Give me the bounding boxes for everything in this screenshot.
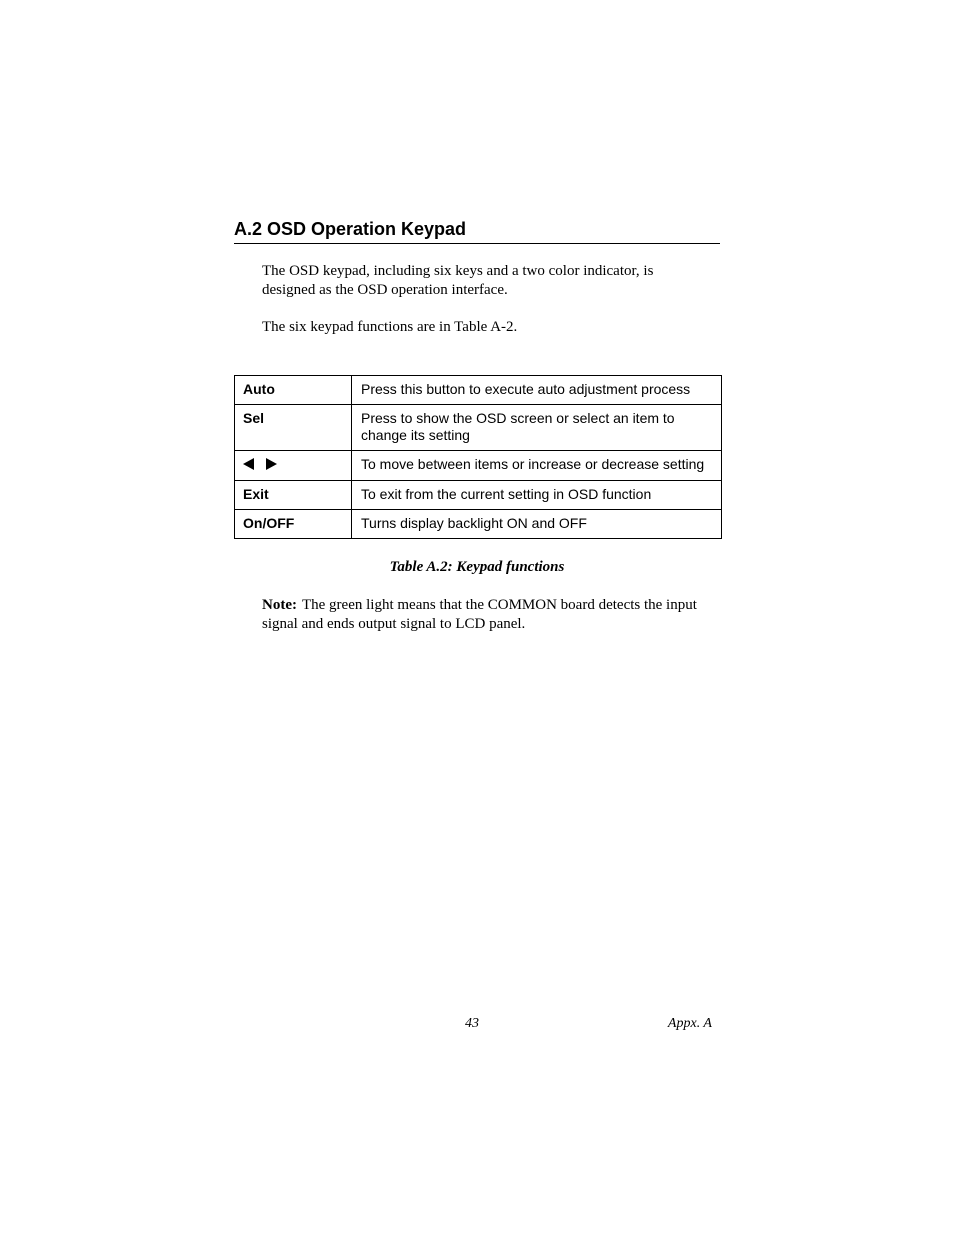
note-paragraph: [262, 596, 724, 634]
key-description: To exit from the current setting in OSD function: [352, 481, 722, 510]
table-caption: Table A.2: Keypad functions: [389, 559, 565, 575]
table-row: [235, 405, 722, 451]
key-name: [235, 451, 352, 481]
intro-paragraph: The OSD keypad, including six keys and a two color indicator, is designed as the OSD operation interface.: [262, 263, 654, 298]
keypad-functions-table: [234, 375, 722, 539]
key-description: Turns display backlight ON and OFF: [352, 510, 722, 539]
key-description: Press to show the OSD screen or select an item to change its setting: [352, 405, 722, 451]
note-label: Note:: [262, 597, 297, 613]
key-name: Auto: [235, 376, 352, 405]
page-number: 43: [465, 1016, 479, 1031]
key-name: Exit: [235, 481, 352, 510]
section-heading: A.2 OSD Operation Keypad: [234, 217, 720, 244]
table-row: [235, 481, 722, 510]
table-row: [235, 376, 722, 405]
left-arrow-icon: [243, 458, 254, 470]
right-arrow-icon: [266, 458, 277, 470]
table-reference-paragraph: The six keypad functions are in Table A-2.: [262, 319, 518, 335]
key-name: Sel: [235, 405, 352, 451]
key-description: Press this button to execute auto adjustment process: [352, 376, 722, 405]
note-text: The green light means that the COMMON board detects the input signal and ends output signal to LCD panel.: [262, 597, 697, 632]
table-row: [235, 451, 722, 481]
appendix-label: Appx. A: [667, 1016, 712, 1031]
key-name: On/OFF: [235, 510, 352, 539]
table-row: [235, 510, 722, 539]
key-description: To move between items or increase or decrease setting: [352, 451, 722, 481]
arrow-keys: [243, 456, 277, 470]
